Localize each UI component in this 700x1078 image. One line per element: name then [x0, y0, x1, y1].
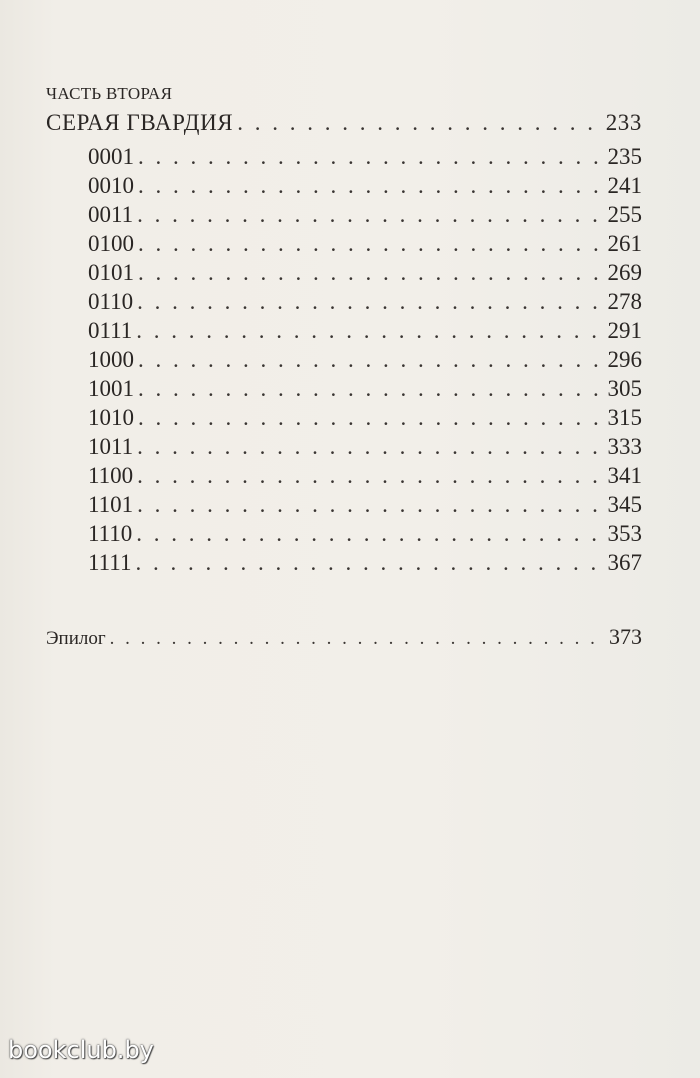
chapter-page-number: 315 [607, 405, 642, 430]
toc-chapter-row [88, 434, 642, 460]
toc-chapter-row [88, 405, 642, 431]
chapter-label: 1101 [88, 492, 134, 517]
dot-leader [137, 289, 603, 315]
chapter-label: 0100 [88, 231, 134, 256]
chapter-page-number: 341 [607, 463, 642, 488]
toc-chapter-row [88, 144, 642, 170]
dot-leader [138, 231, 604, 257]
chapter-page-number: 291 [607, 318, 642, 343]
dot-leader [138, 347, 604, 373]
chapter-page-number: 255 [607, 202, 642, 227]
chapter-label: 0001 [88, 144, 134, 169]
chapter-label: 1100 [88, 463, 134, 488]
chapter-label: 0010 [88, 173, 134, 198]
epilogue-page-number: 373 [609, 624, 642, 649]
chapter-label: 1111 [88, 550, 132, 575]
toc-chapter-row [88, 318, 642, 344]
dot-leader [135, 550, 603, 576]
dot-leader [138, 405, 604, 431]
dot-leader [138, 144, 604, 170]
dot-leader [137, 463, 603, 489]
dot-leader [136, 318, 603, 344]
chapter-page-number: 269 [607, 260, 642, 285]
section-title: СЕРАЯ ГВАРДИЯ [46, 110, 234, 135]
toc-chapter-row [88, 231, 642, 257]
chapter-page-number: 261 [607, 231, 642, 256]
toc-chapter-row [88, 202, 642, 228]
dot-leader [138, 173, 604, 199]
chapter-label: 1010 [88, 405, 134, 430]
chapter-page-number: 278 [607, 289, 642, 314]
chapter-page-number: 353 [607, 521, 642, 546]
dot-leader [137, 492, 603, 518]
dot-leader [138, 260, 604, 286]
chapter-label: 1000 [88, 347, 134, 372]
chapter-page-number: 333 [607, 434, 642, 459]
toc-chapter-row [88, 521, 642, 547]
chapter-label: 0101 [88, 260, 134, 285]
chapter-label: 0110 [88, 289, 134, 314]
toc-chapter-row [88, 550, 642, 576]
toc-chapter-row [88, 492, 642, 518]
dot-leader [138, 376, 604, 402]
chapter-page-number: 367 [607, 550, 642, 575]
chapter-page-number: 345 [607, 492, 642, 517]
chapter-label: 0011 [88, 202, 134, 227]
site-watermark: bookclub.by [8, 1036, 154, 1064]
chapter-page-number: 305 [607, 376, 642, 401]
dot-leader [137, 434, 603, 460]
toc-epilogue-row [46, 624, 642, 650]
toc-chapter-row [88, 173, 642, 199]
toc-chapter-row [88, 463, 642, 489]
dot-leader [137, 202, 603, 228]
part-label: ЧАСТЬ ВТОРАЯ [46, 84, 173, 103]
toc-chapter-row [88, 347, 642, 373]
chapter-page-number: 241 [607, 173, 642, 198]
epilogue-label: Эпилог [46, 628, 106, 649]
chapter-page-number: 235 [607, 144, 642, 169]
toc-chapter-row [88, 260, 642, 286]
chapter-page-number: 296 [607, 347, 642, 372]
chapter-label: 1011 [88, 434, 134, 459]
toc-chapter-row [88, 376, 642, 402]
dot-leader [136, 521, 603, 547]
dot-leader [110, 628, 605, 650]
chapter-label: 0111 [88, 318, 133, 343]
toc-section-row [46, 110, 642, 136]
section-page-number: 233 [605, 110, 642, 135]
toc-chapter-row [88, 289, 642, 315]
chapter-label: 1001 [88, 376, 134, 401]
chapter-label: 1110 [88, 521, 133, 546]
dot-leader [237, 110, 601, 136]
